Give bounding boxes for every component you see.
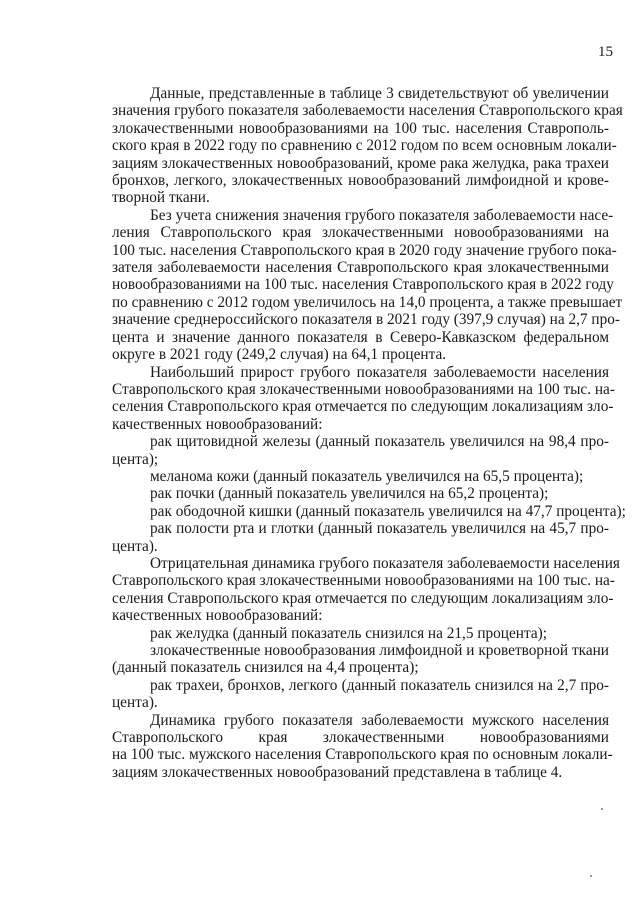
text-line: селения Ставропольского края отмечается по следующим локализациям зло- <box>112 589 614 607</box>
text-line: Наибольший прирост грубого показателя заболеваемости населения <box>150 363 609 381</box>
text-line: меланома кожи (данный показатель увеличился на 65,5 процента); <box>150 467 584 485</box>
text-line: значения грубого показателя заболеваемости населения Ставропольского края <box>112 102 623 120</box>
page-number: 15 <box>598 44 613 60</box>
text-line: значение среднероссийского показателя в 2021 году (397,9 случая) на 2,7 про- <box>112 311 620 329</box>
text-line: Динамика грубого показателя заболеваемости мужского населения <box>150 711 609 729</box>
text-line: округе в 2021 году (249,2 случая) на 64,1 процента. <box>112 346 447 364</box>
paragraph <box>112 642 609 677</box>
text-line: цента и значение данного показателя в Северо-Кавказском федеральном <box>112 328 609 346</box>
text-line: ления Ставропольского края злокачественными новообразованиями на <box>112 224 609 242</box>
text-line: рак желудка (данный показатель снизился на 21,5 процента); <box>150 624 547 642</box>
text-line: качественных новообразований: <box>112 607 323 625</box>
text-line: Ставропольского края злокачественными новообразованиями <box>112 729 609 747</box>
paragraph <box>112 433 609 468</box>
scan-speck <box>601 808 603 810</box>
text-line: качественных новообразований: <box>112 415 323 433</box>
text-line: бронхов, легкого, злокачественных новообразований лимфоидной и крове- <box>112 172 609 190</box>
text-line: цента). <box>112 537 158 555</box>
paragraph <box>112 677 609 712</box>
text-line: на 100 тыс. мужского населения Ставропольского края по основным локали- <box>112 746 613 764</box>
text-line: рак почки (данный показатель увеличился на 65,2 процента); <box>150 485 549 503</box>
text-line: Отрицательная динамика грубого показателя заболеваемости населения <box>150 554 620 572</box>
text-line: (данный показатель снизился на 4,4 процента); <box>112 659 419 677</box>
text-line: Ставропольского края злокачественными новообразованиями на 100 тыс. на- <box>112 572 615 590</box>
paragraph <box>112 502 626 520</box>
text-line: рак трахеи, бронхов, легкого (данный показатель снизился на 2,7 про- <box>150 676 609 694</box>
text-line: цента). <box>112 694 158 712</box>
paragraph <box>112 711 613 782</box>
text-line: злокачественные новообразования лимфоидной и кроветворной ткани <box>150 642 609 659</box>
text-line: по сравнению с 2012 годом увеличилось на 14,0 процента, а также превышает <box>112 293 623 311</box>
text-line: зациям злокачественных новообразований представлена в таблице 4. <box>112 763 563 781</box>
paragraph <box>112 85 623 207</box>
text-line: селения Ставропольского края отмечается по следующим локализациям зло- <box>112 398 614 416</box>
text-line: зателя заболеваемости населения Ставропольского края злокачественными <box>112 259 609 277</box>
text-line: цента); <box>112 450 159 468</box>
text-line: новообразованиями на 100 тыс. населения Ставропольского края в 2022 году <box>112 276 614 294</box>
paragraph <box>112 485 609 502</box>
text-line: рак ободочной кишки (данный показатель увеличился на 47,7 процента); <box>150 502 626 520</box>
paragraph <box>112 468 609 485</box>
text-line: рак щитовидной железы (данный показатель увеличился на 98,4 про- <box>150 433 609 451</box>
paragraph <box>112 554 620 625</box>
text-line: 100 тыс. населения Ставропольского края в 2020 году значение грубого пока- <box>112 241 617 259</box>
text-line: творной ткани. <box>112 189 210 207</box>
paragraph <box>112 625 609 642</box>
text-line: Ставропольского края злокачественными новообразованиями на 100 тыс. на- <box>112 380 615 398</box>
text-line: злокачественными новообразованиями на 100 тыс. населения Ставрополь- <box>112 119 609 137</box>
text-line: рак полости рта и глотки (данный показатель увеличился на 45,7 про- <box>150 520 609 538</box>
text-line: Без учета снижения значения грубого показателя заболеваемости насе- <box>150 206 614 224</box>
text-line: зациям злокачественных новообразований, кроме рака желудка, рака трахеи <box>112 154 609 172</box>
scan-speck <box>590 875 592 877</box>
paragraph <box>112 520 609 555</box>
paragraph <box>112 206 623 364</box>
text-line: ского края в 2022 году по сравнению с 2012 годом по всем основным локали- <box>112 137 617 155</box>
text-line: Данные, представленные в таблице 3 свидетельствуют об увеличении <box>150 85 609 102</box>
paragraph <box>112 363 615 434</box>
document-body <box>112 85 626 781</box>
